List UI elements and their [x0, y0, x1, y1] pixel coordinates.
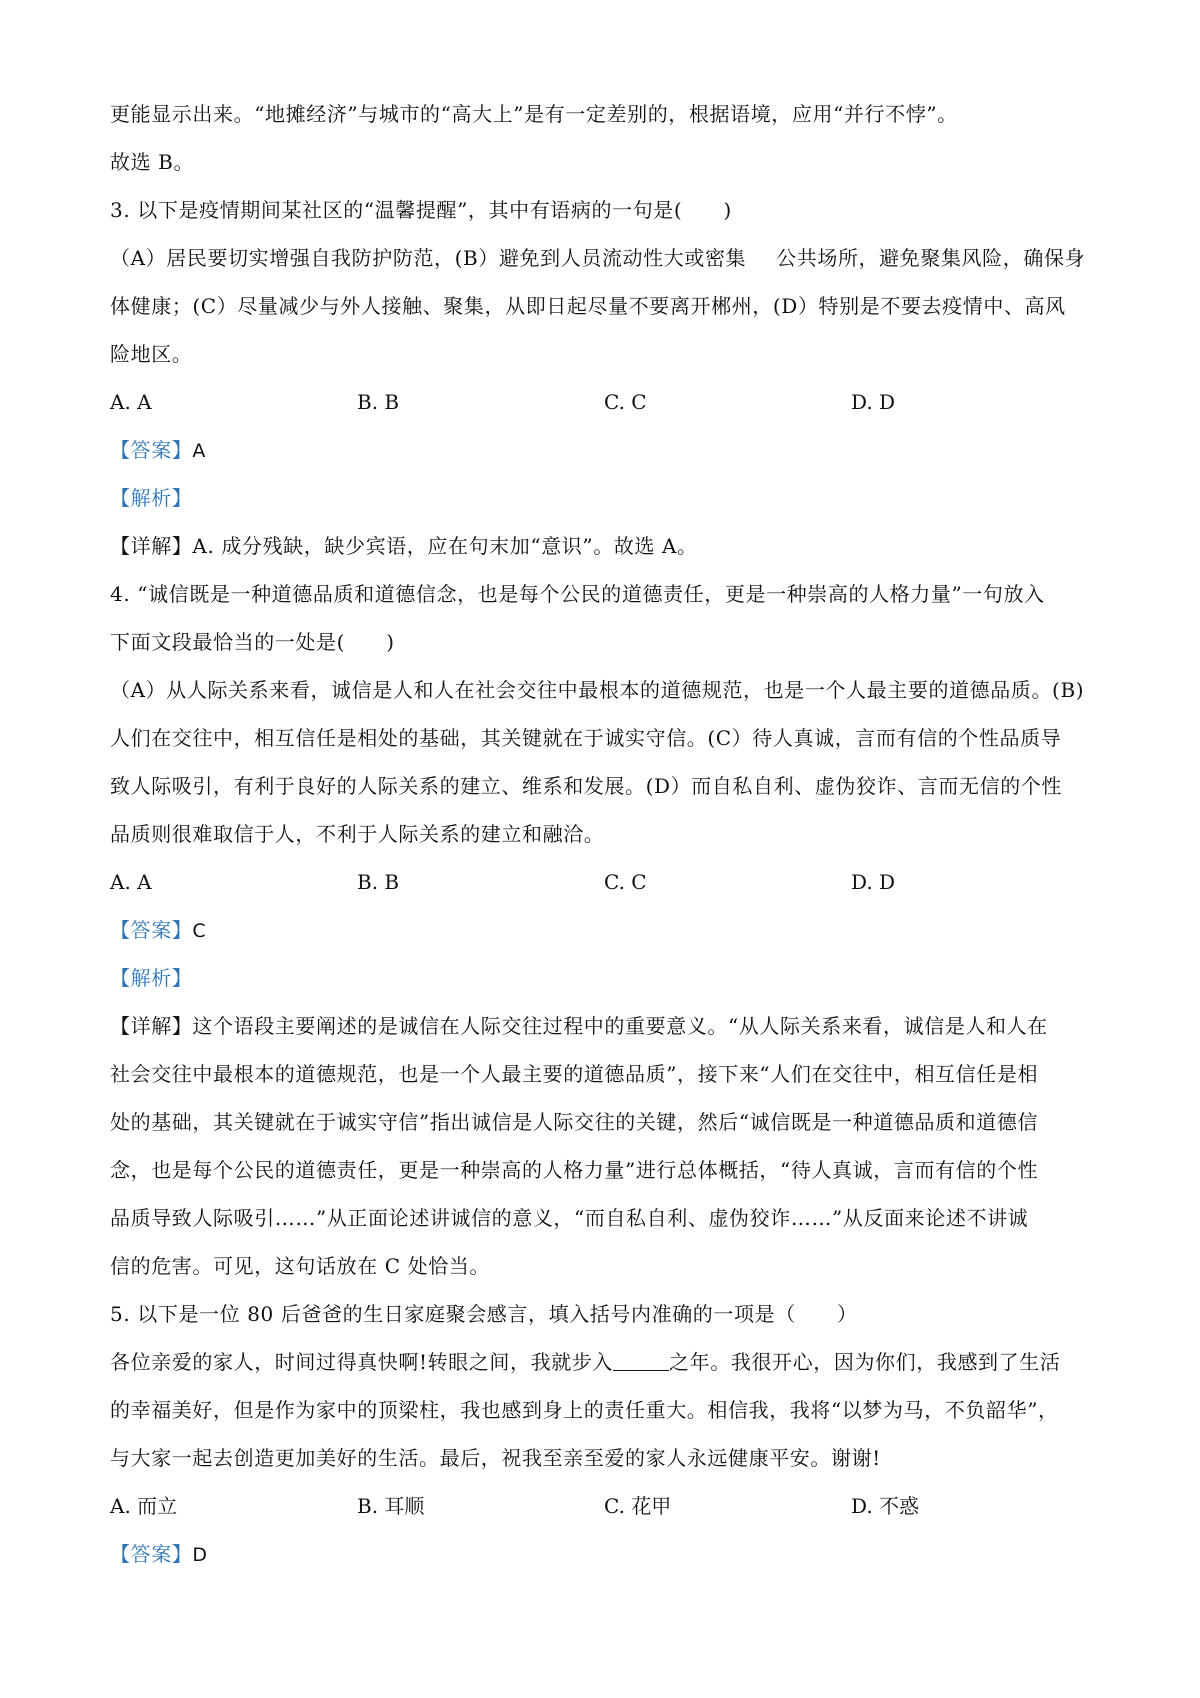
q3-passage-1a: （A）居民要切实增强自我防护防范，(B）避免到人员流动性大或密集	[110, 246, 747, 270]
q3-answer-tag: 【答案】	[110, 438, 193, 462]
q5-stem: 5. 以下是一位 80 后爸爸的生日家庭聚会感言，填入括号内准确的一项是（ ）	[110, 1302, 858, 1326]
document-page	[110, 90, 1100, 1578]
q4-answer	[110, 906, 1100, 954]
q4-passage-line-1: （A）从人际关系来看，诚信是人和人在社会交往中最根本的道德规范，也是一个人最主要的道德品质。(B)	[110, 678, 1085, 702]
q3-analysis-tag: 【解析】	[110, 486, 193, 510]
q5-option-d: D. 不惑	[851, 1494, 920, 1518]
q3-answer	[110, 426, 1100, 474]
q4-answer-value: C	[192, 920, 207, 942]
q4-option-c: C. C	[604, 870, 647, 894]
q5-fill-blank	[613, 1348, 669, 1371]
q3-option-a: A. A	[110, 390, 152, 414]
q3-option-d: D. D	[851, 390, 896, 414]
q4-option-b: B. B	[357, 870, 400, 894]
q3-detail-tag: 【详解】	[110, 534, 193, 558]
q5-answer	[110, 1530, 1100, 1578]
q5-answer-tag: 【答案】	[110, 1542, 193, 1566]
q3-detail-text: A. 成分残缺，缺少宾语，应在句末加“意识”。故选 A。	[192, 534, 698, 558]
q3-analysis	[110, 474, 1100, 522]
q4-analysis	[110, 954, 1100, 1002]
q3-passage-line-1	[110, 234, 1100, 282]
q5-passage-1b: 之年。我很开心，因为你们，我感到了生活	[669, 1350, 1061, 1374]
q4-detail-line-3: 处的基础，其关键就在于诚实守信”指出诚信是人际交往的关键，然后“诚信既是一种道德品质和道德信	[110, 1110, 1039, 1134]
q3-option-b: B. B	[357, 390, 400, 414]
q4-detail-line-6: 信的危害。可见，这句话放在 C 处恰当。	[110, 1254, 491, 1278]
q4-detail-text-1: 这个语段主要阐述的是诚信在人际交往过程中的重要意义。“从人际关系来看，诚信是人和人在	[192, 1014, 1048, 1038]
q3-passage-1b: 公共场所，避免聚集风险，确保身	[776, 246, 1086, 270]
q3-detail	[110, 522, 1100, 570]
q5-passage-line-1	[110, 1338, 1100, 1386]
q5-option-a: A. 而立	[110, 1494, 178, 1518]
q5-options	[110, 1482, 1100, 1530]
q5-answer-value: D	[192, 1544, 208, 1566]
q3-stem: 3. 以下是疫情期间某社区的“温馨提醒”，其中有语病的一句是( )	[110, 198, 732, 222]
q5-passage-line-2: 的幸福美好，但是作为家中的顶梁柱，我也感到身上的责任重大。相信我，我将“以梦为马，不负韶华”，	[110, 1398, 1059, 1422]
q5-passage-line-3: 与大家一起去创造更加美好的生活。最后，祝我至亲至爱的家人永远健康平安。谢谢!	[110, 1446, 881, 1470]
q5-option-b: B. 耳顺	[357, 1494, 425, 1518]
q4-detail-tag: 【详解】	[110, 1014, 193, 1038]
q4-option-d: D. D	[851, 870, 896, 894]
q3-options	[110, 378, 1100, 426]
q2-tail-line-2: 故选 B。	[110, 150, 195, 174]
q2-tail-line-1: 更能显示出来。“地摊经济”与城市的“高大上”是有一定差别的，根据语境，应用“并行不悖”。	[110, 102, 958, 126]
q4-options	[110, 858, 1100, 906]
q5-option-c: C. 花甲	[604, 1494, 672, 1518]
q4-passage-line-2: 人们在交往中，相互信任是相处的基础，其关键就在于诚实守信。(C）待人真诚，言而有信的个性品质导	[110, 726, 1062, 750]
q4-analysis-tag: 【解析】	[110, 966, 193, 990]
q4-passage-line-3: 致人际吸引，有利于良好的人际关系的建立、维系和发展。(D）而自私自利、虚伪狡诈、言而无信的个性	[110, 774, 1063, 798]
q4-passage-line-4: 品质则很难取信于人，不利于人际关系的建立和融洽。	[110, 822, 605, 846]
q4-detail-line-1	[110, 1002, 1100, 1050]
q3-passage-line-2: 体健康；(C）尽量减少与外人接触、聚集，从即日起尽量不要离开郴州，(D）特别是不要去疫情中、高风	[110, 294, 1066, 318]
q3-passage-line-3: 险地区。	[110, 342, 193, 366]
q4-stem-line-2: 下面文段最恰当的一处是( )	[110, 630, 395, 654]
q4-detail-line-4: 念，也是每个公民的道德责任，更是一种崇高的人格力量”进行总体概括，“待人真诚，言而有信的个性	[110, 1158, 1039, 1182]
q3-answer-value: A	[192, 440, 207, 462]
q5-passage-1a: 各位亲爱的家人，时间过得真快啊!转眼之间，我就步入	[110, 1350, 614, 1374]
q4-answer-tag: 【答案】	[110, 918, 193, 942]
q4-option-a: A. A	[110, 870, 152, 894]
q4-detail-line-2: 社会交往中最根本的道德规范，也是一个人最主要的道德品质”，接下来“人们在交往中，相互信任是相	[110, 1062, 1039, 1086]
q3-option-c: C. C	[604, 390, 647, 414]
q4-detail-line-5: 品质导致人际吸引……”从正面论述讲诚信的意义，“而自私自利、虚伪狡诈……”从反面来论述不讲诚	[110, 1206, 1029, 1230]
q4-stem-line-1: 4. “诚信既是一种道德品质和道德信念，也是每个公民的道德责任，更是一种崇高的人格力量”一句放入	[110, 582, 1045, 606]
